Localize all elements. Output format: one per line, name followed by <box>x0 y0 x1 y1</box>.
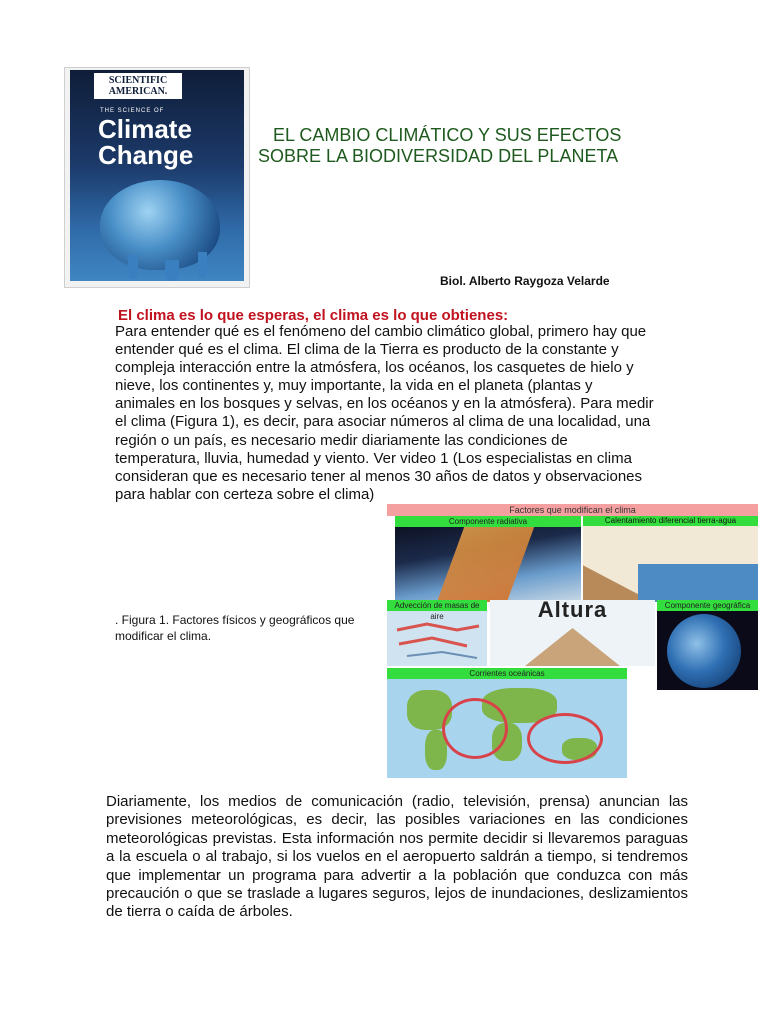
figure-title: Factores que modifican el clima <box>387 504 758 516</box>
ocean-current-loop <box>442 698 508 759</box>
document-title <box>258 125 678 167</box>
figure-climate-factors <box>387 504 758 778</box>
drip-shape <box>128 255 138 279</box>
cover-publisher-line1: SCIENTIFIC <box>108 75 168 86</box>
sunlight-beam-illustration <box>435 526 534 602</box>
cover-title-line2: Change <box>98 140 194 170</box>
cover-publisher-logo <box>94 73 182 99</box>
panel-altitude <box>490 600 655 666</box>
panel-air-mass-advection <box>387 600 487 666</box>
ocean-current-loop <box>527 713 603 764</box>
document-title-line2: SOBRE LA BIODIVERSIDAD DEL PLANETA <box>258 146 619 166</box>
panel-geographic-component <box>657 600 758 690</box>
figure-caption: . Figura 1. Factores físicos y geográficos que modificar el clima. <box>115 613 355 643</box>
document-title-line1: EL CAMBIO CLIMÁTICO Y SUS EFECTOS <box>273 125 622 145</box>
author-name: Biol. Alberto Raygoza Velarde <box>440 274 610 288</box>
panel-label: Componente radiativa <box>395 516 581 527</box>
section-heading: El clima es lo que esperas, el clima es lo que obtienes: <box>118 307 509 324</box>
drip-shape <box>198 252 207 278</box>
cover-title-line1: Climate <box>98 114 192 144</box>
cover-subtitle: THE SCIENCE OF <box>100 108 165 114</box>
panel-ocean-currents <box>387 668 627 778</box>
drip-shape <box>165 260 179 281</box>
earth-globe-illustration <box>667 614 741 688</box>
panel-label-altitude: Altura <box>537 600 608 622</box>
cover-title <box>98 116 193 168</box>
paragraph-forecasts: Diariamente, los medios de comunicación (radio, televisión, prensa) anuncian las previsiones meteorológicas, es decir, las posibles variaciones en las condiciones meteorológicas previstas. Esta información nos permite decidir si llevaremos paraguas a la escuela o al trabajo, si los vuelos en el aeropuerto saldrán a tiempo, si tendremos que implementar un programa para advertir a la población que conduzca con más precaución o que se traslade a lugares seguros, lejos de inundaciones, deslizamientos de tierra o caída de árboles. <box>106 793 688 921</box>
book-cover-image <box>64 67 250 288</box>
cover-artwork <box>70 70 244 281</box>
panel-label: Advección de masas de aire <box>387 600 487 611</box>
panel-differential-heating <box>583 516 758 602</box>
panel-label: Componente geográfica <box>657 600 758 611</box>
panel-label: Corrientes oceánicas <box>387 668 627 679</box>
cover-publisher-line2: AMERICAN. <box>108 86 168 97</box>
mountain-illustration <box>525 628 620 666</box>
paragraph-intro: Para entender qué es el fenómeno del cambio climático global, primero hay que entender qué es el clima. El clima de la Tierra es producto de la constante y compleja interacción entre la atmósfera, los océanos, los casquetes de hielo y nieve, los continentes y, muy importante, la vida en el planeta (plantas y animales en los bosques y selvas, en los océanos y en la atmósfera). Para medir el clima (Figura 1), es decir, para asociar números al clima de una localidad, una región o un país, es necesario medir diariamente las condiciones de temperatura, lluvia, humedad y viento. Ver video 1 (Los especialistas en clima consideran que es necesario tener al menos 30 años de datos y observaciones para hablar con certeza sobre el clima) <box>115 323 654 503</box>
panel-radiative-component <box>395 516 581 602</box>
air-mass-map-illustration <box>387 600 487 666</box>
panel-label: Calentamiento diferencial tierra-agua <box>583 516 758 526</box>
sea-illustration <box>638 564 758 602</box>
